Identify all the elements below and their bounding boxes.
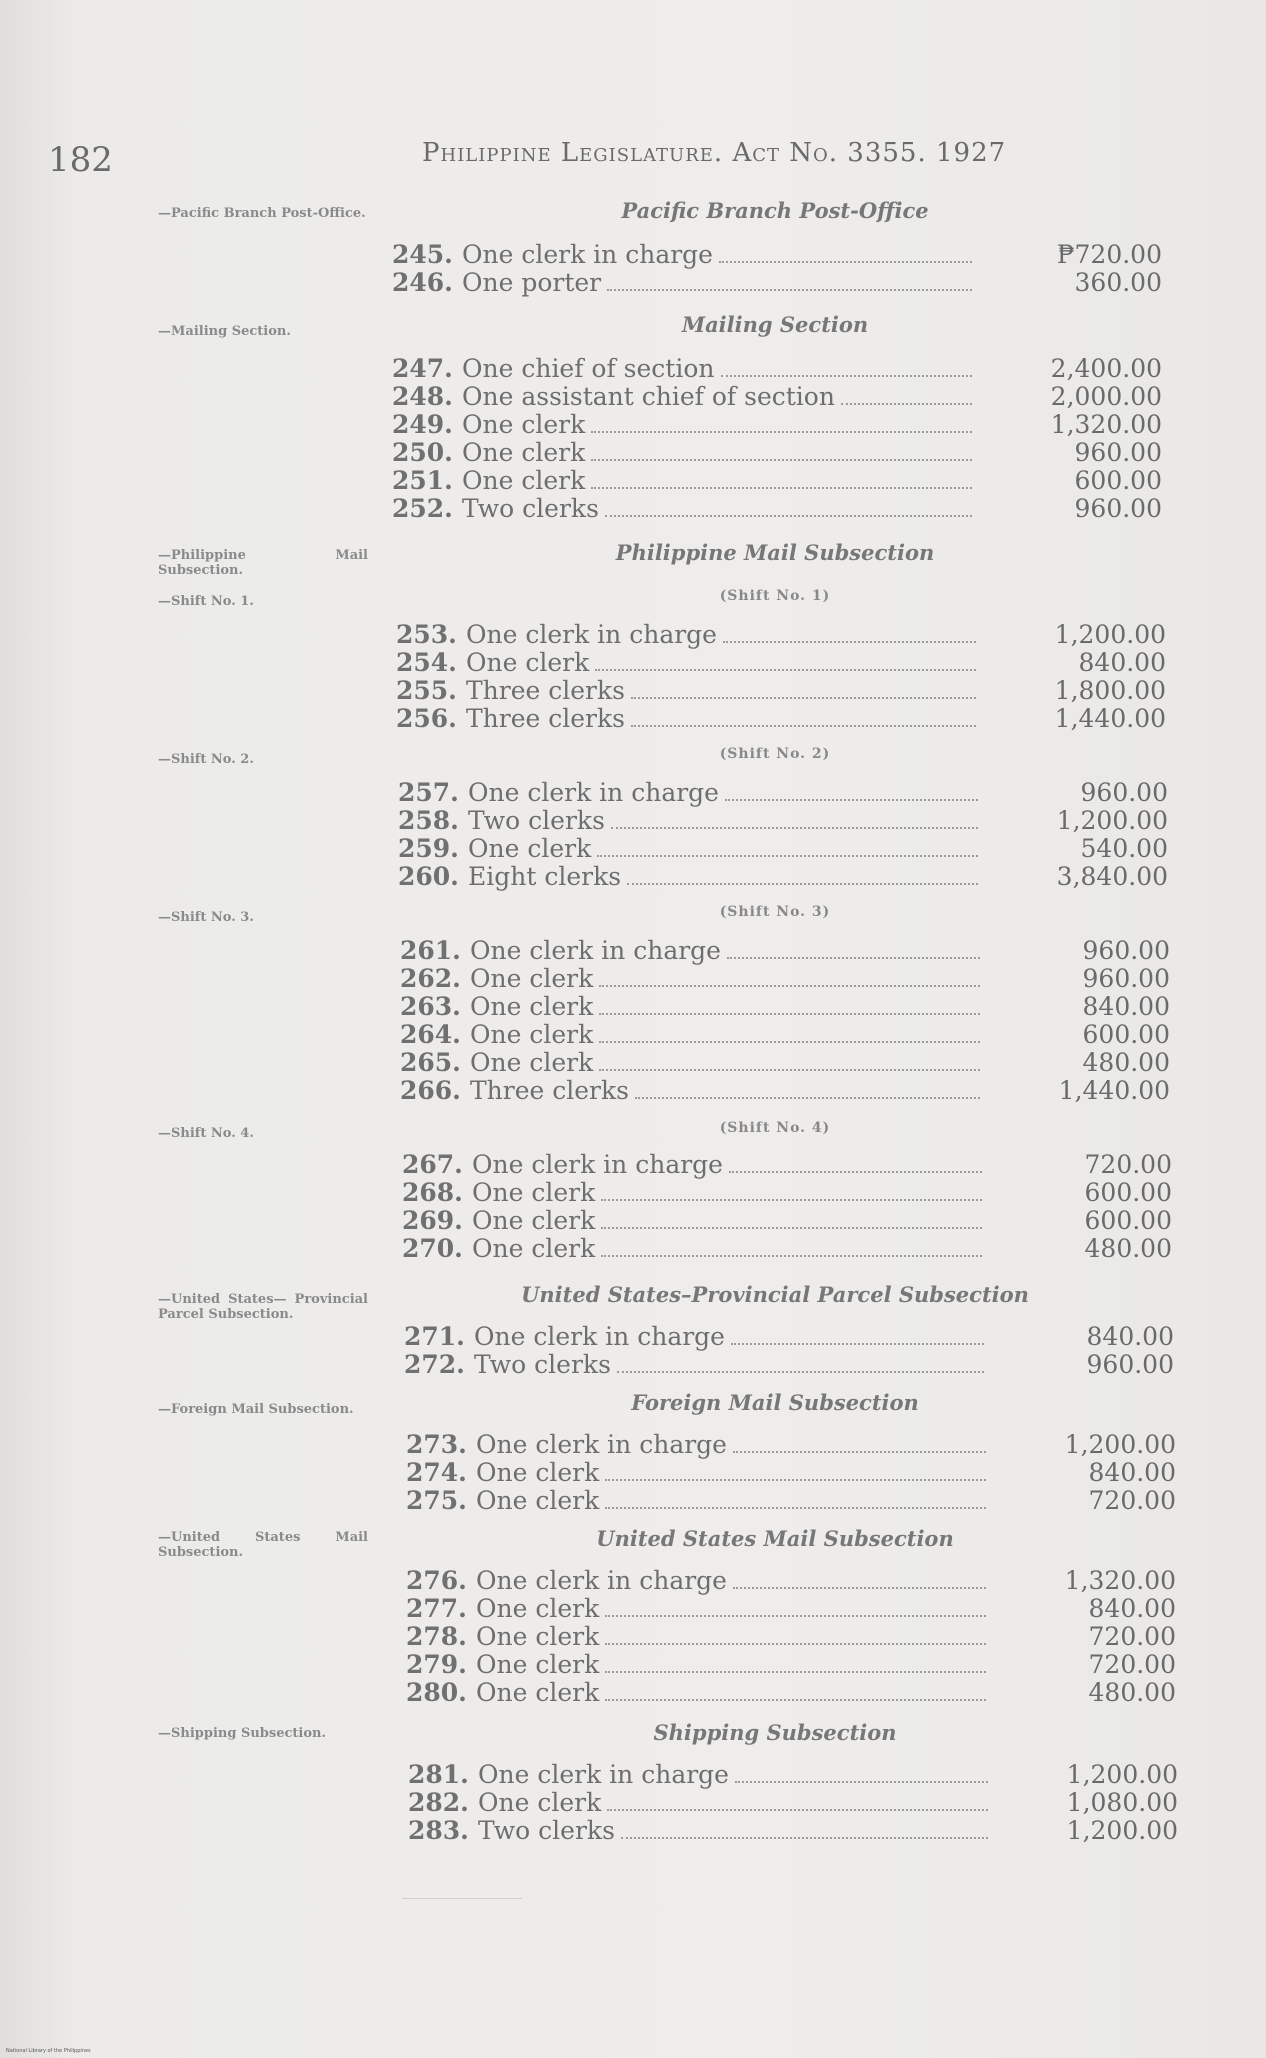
margin-note-us-mail: —United States Mail Subsection. xyxy=(158,1530,368,1560)
heading-foreign-mail: Foreign Mail Subsection xyxy=(631,1390,919,1415)
heading-us-mail: United States Mail Subsection xyxy=(596,1526,954,1551)
list-item: 269. One clerk 600.00 xyxy=(402,1206,1172,1235)
list-item: 246. One porter 360.00 xyxy=(392,268,1162,297)
list-item: 279. One clerk 720.00 xyxy=(406,1650,1176,1679)
list-item: 250. One clerk 960.00 xyxy=(392,438,1162,467)
margin-note-shift-1: —Shift No. 1. xyxy=(158,594,254,609)
heading-mailing-section: Mailing Section xyxy=(681,312,869,337)
list-item: 272. Two clerks 960.00 xyxy=(404,1350,1174,1379)
margin-note-mailing-section: —Mailing Section. xyxy=(158,324,291,339)
list-item: 264. One clerk 600.00 xyxy=(400,1020,1170,1049)
list-item: 265. One clerk 480.00 xyxy=(400,1048,1170,1077)
running-head: Philippine Legislature. Act No. 3355. 1927 xyxy=(422,138,1007,168)
heading-shift-3: (Shift No. 3) xyxy=(719,904,831,920)
list-item: 268. One clerk 600.00 xyxy=(402,1178,1172,1207)
margin-note-shift-4: —Shift No. 4. xyxy=(158,1126,254,1141)
list-item: 262. One clerk 960.00 xyxy=(400,964,1170,993)
margin-note-shipping: —Shipping Subsection. xyxy=(158,1726,326,1741)
list-item: 281. One clerk in charge 1,200.00 xyxy=(408,1760,1178,1789)
list-item: 261. One clerk in charge 960.00 xyxy=(400,936,1170,965)
page-number: 182 xyxy=(48,140,113,180)
list-item: 256. Three clerks 1,440.00 xyxy=(396,704,1166,733)
list-item: 251. One clerk 600.00 xyxy=(392,466,1162,495)
list-item: 249. One clerk 1,320.00 xyxy=(392,410,1162,439)
list-item: 252. Two clerks 960.00 xyxy=(392,494,1162,523)
list-item: 263. One clerk 840.00 xyxy=(400,992,1170,1021)
heading-shipping: Shipping Subsection xyxy=(653,1720,897,1745)
list-item: 271. One clerk in charge 840.00 xyxy=(404,1322,1174,1351)
footer-rule xyxy=(402,1898,522,1899)
list-item: 267. One clerk in charge 720.00 xyxy=(402,1150,1172,1179)
list-item: 276. One clerk in charge 1,320.00 xyxy=(406,1566,1176,1595)
list-item: 259. One clerk 540.00 xyxy=(398,834,1168,863)
list-item: 258. Two clerks 1,200.00 xyxy=(398,806,1168,835)
margin-note-shift-3: —Shift No. 3. xyxy=(158,910,254,925)
list-item: 253. One clerk in charge 1,200.00 xyxy=(396,620,1166,649)
list-item: 255. Three clerks 1,800.00 xyxy=(396,676,1166,705)
margin-note-foreign-mail: —Foreign Mail Subsection. xyxy=(158,1402,354,1417)
list-item: 282. One clerk 1,080.00 xyxy=(408,1788,1178,1817)
heading-philippine-mail: Philippine Mail Subsection xyxy=(615,540,935,565)
list-item: 254. One clerk 840.00 xyxy=(396,648,1166,677)
list-item: 275. One clerk 720.00 xyxy=(406,1486,1176,1515)
margin-note-us-provincial-parcel: —United States— Provincial Parcel Subsection. xyxy=(158,1292,368,1322)
heading-us-provincial-parcel: United States–Provincial Parcel Subsection xyxy=(521,1282,1029,1307)
list-item: 245. One clerk in charge ₱720.00 xyxy=(392,240,1162,269)
list-item: 266. Three clerks 1,440.00 xyxy=(400,1076,1170,1105)
margin-note-philippine-mail: —Philippine Mail Subsection. xyxy=(158,548,368,578)
list-item: 260. Eight clerks 3,840.00 xyxy=(398,862,1168,891)
list-item: 280. One clerk 480.00 xyxy=(406,1678,1176,1707)
heading-shift-2: (Shift No. 2) xyxy=(719,746,831,762)
heading-shift-1: (Shift No. 1) xyxy=(719,588,831,604)
list-item: 273. One clerk in charge 1,200.00 xyxy=(406,1430,1176,1459)
list-item: 278. One clerk 720.00 xyxy=(406,1622,1176,1651)
list-item: 247. One chief of section 2,400.00 xyxy=(392,354,1162,383)
library-stamp: National Library of the Philippines xyxy=(6,2048,91,2054)
list-item: 283. Two clerks 1,200.00 xyxy=(408,1816,1178,1845)
heading-shift-4: (Shift No. 4) xyxy=(719,1120,831,1136)
margin-note-pacific-branch: —Pacific Branch Post-Office. xyxy=(158,206,366,221)
list-item: 257. One clerk in charge 960.00 xyxy=(398,778,1168,807)
heading-pacific-branch: Pacific Branch Post-Office xyxy=(621,198,929,223)
list-item: 274. One clerk 840.00 xyxy=(406,1458,1176,1487)
margin-note-shift-2: —Shift No. 2. xyxy=(158,752,254,767)
list-item: 270. One clerk 480.00 xyxy=(402,1234,1172,1263)
list-item: 248. One assistant chief of section 2,000.00 xyxy=(392,382,1162,411)
list-item: 277. One clerk 840.00 xyxy=(406,1594,1176,1623)
